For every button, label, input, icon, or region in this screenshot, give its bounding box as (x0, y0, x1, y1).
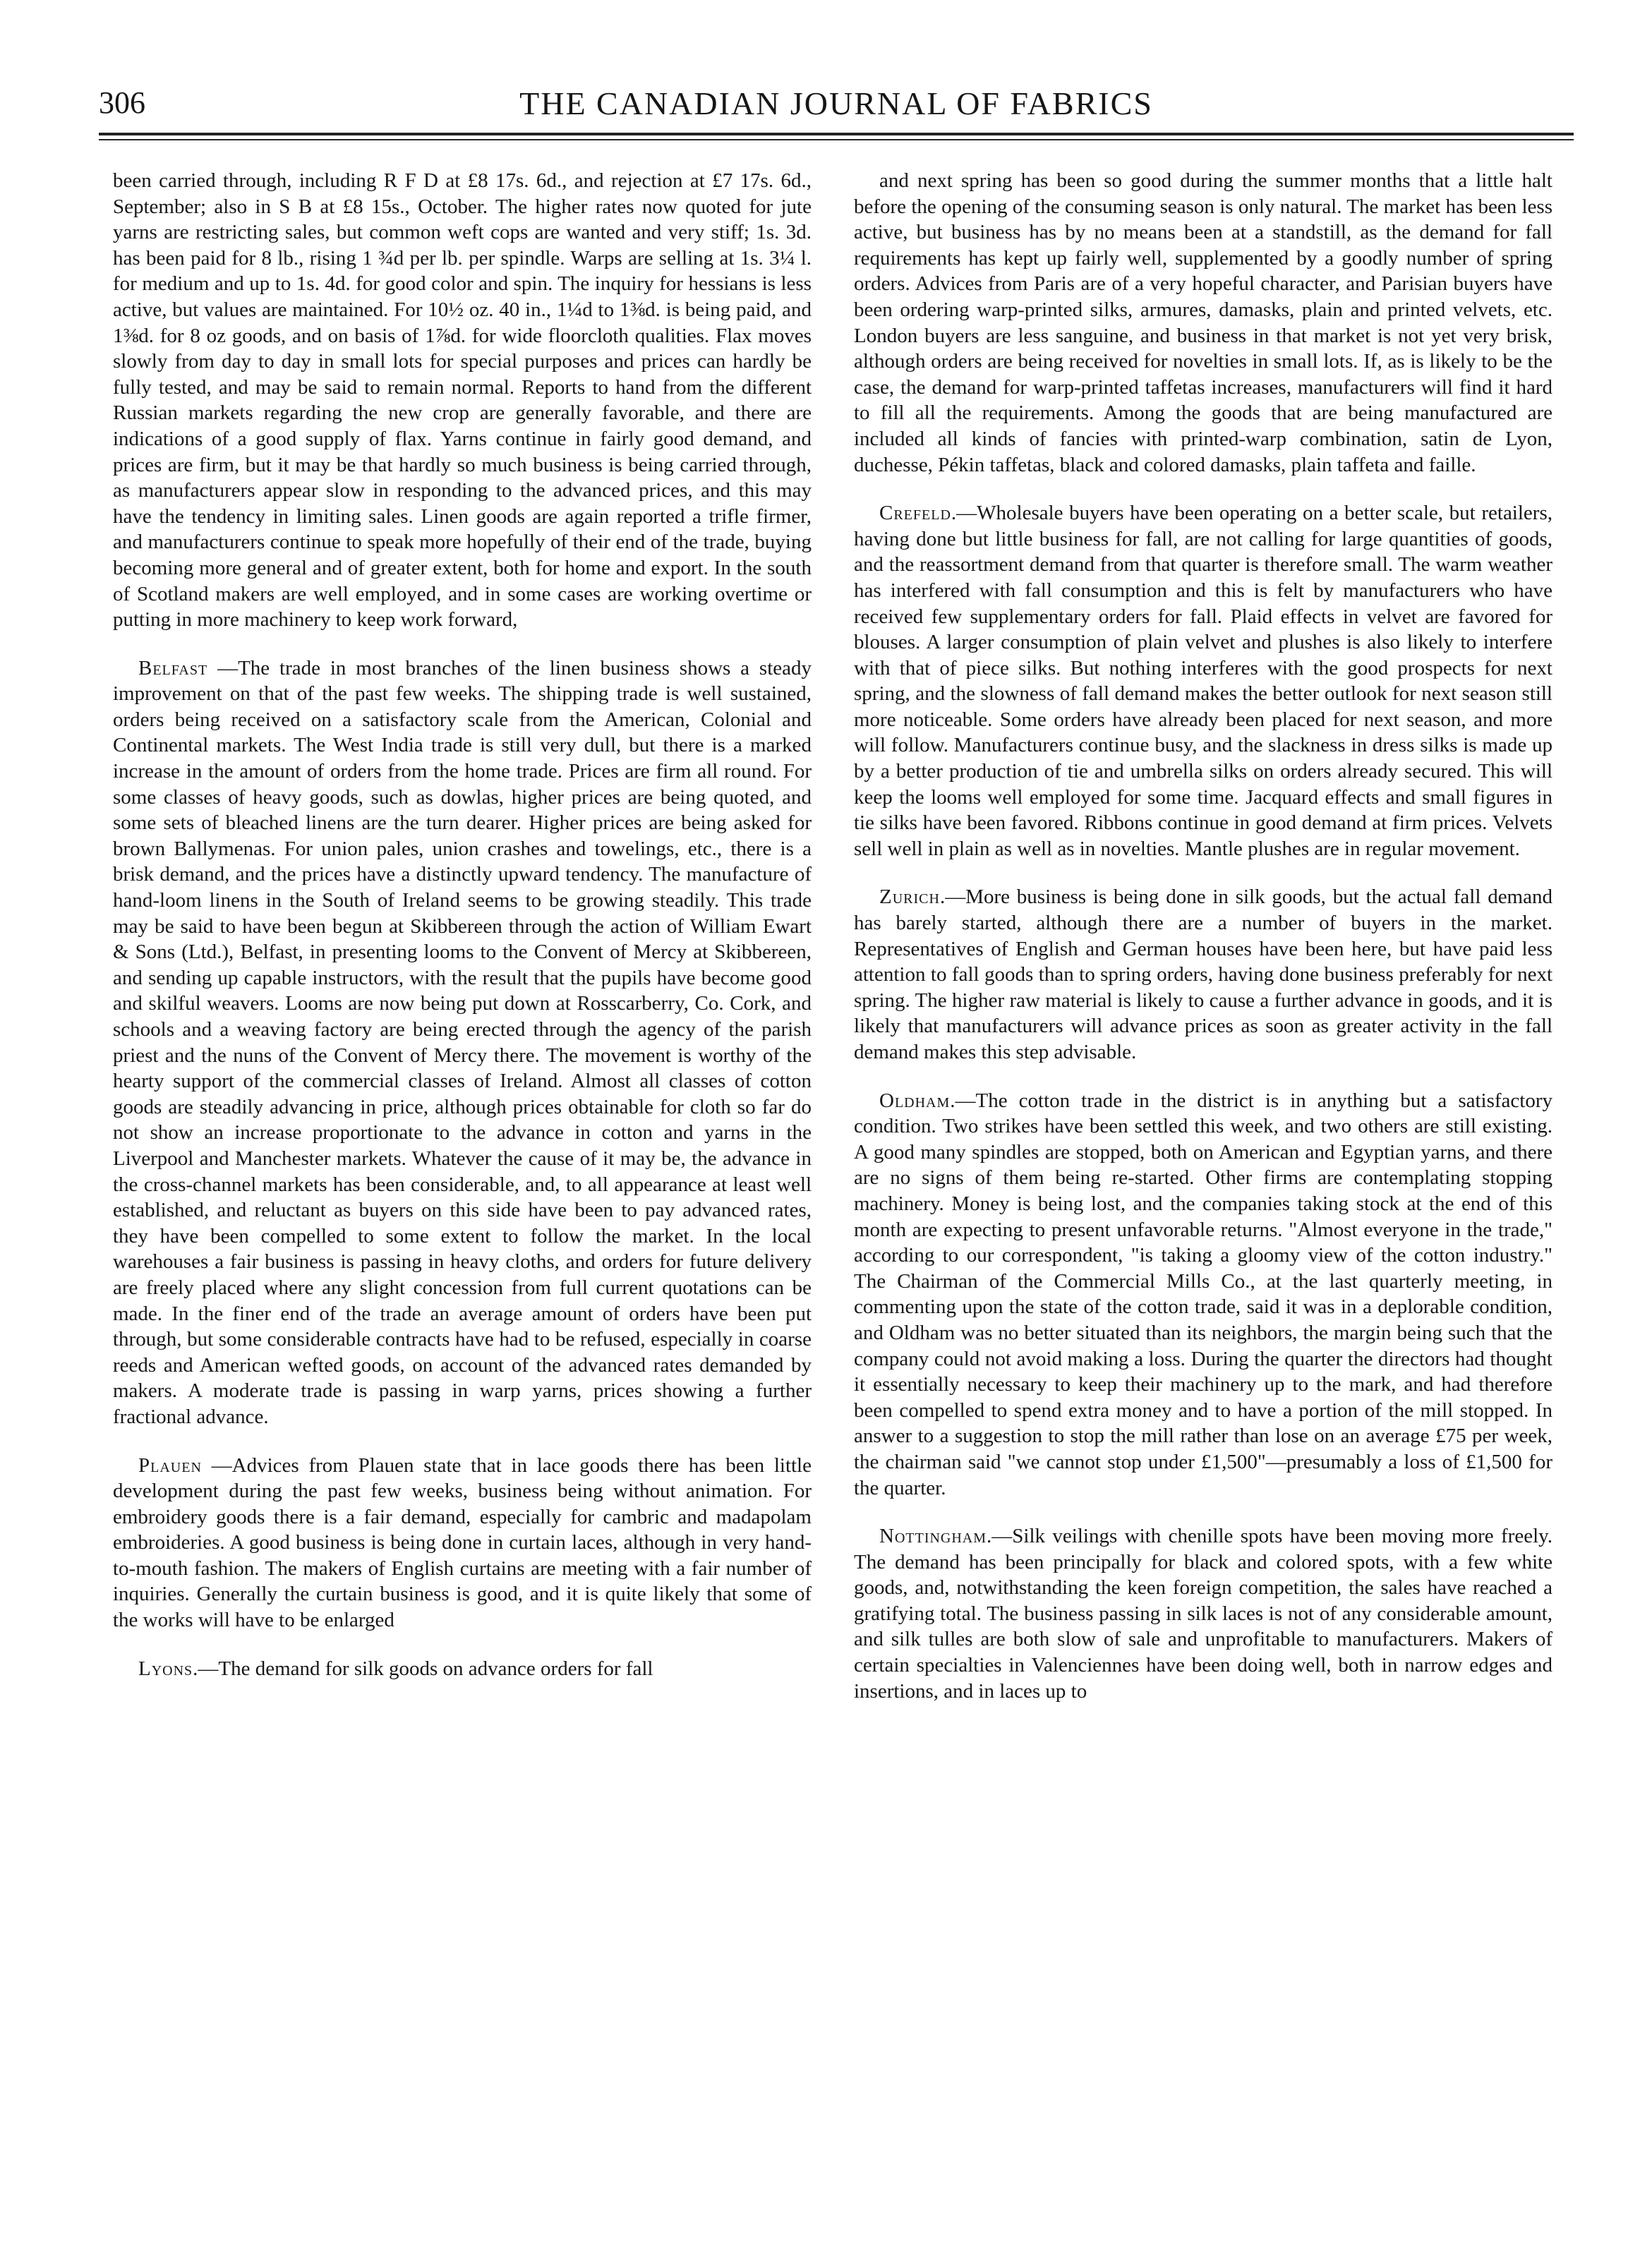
nottingham-text: .—Silk veilings with chenille spots have been moving more freely. The demand has been principally for black and colored spots, with a few white goods, and, notwithstanding the keen foreign competition, the sales have reached a gratifying total. The business passing in silk laces is not of any considerable amount, and silk tulles are both slow of sale and unprofitable to manufacturers. Makers of certain specialties in Valenciennes have been doing well, both in narrow edges and insertions, and in laces up to (854, 1525, 1552, 1703)
scotland-paragraph: been carried through, including R F D at £8 17s. 6d., and rejection at £7 17s. 6d., September; also in S B at £8 15s., October. The higher rates now quoted for jute yarns are restricting sales, but common weft cops are wanted and very stiff; 1s. 3d. has been paid for 8 lb., rising 1 ¾d per lb. per spindle. Warps are selling at 1s. 3¼ l. for medium and up to 1s. 4d. for good color and spin. The inquiry for hessians is less active, but values are maintained. For 10½ oz. 40 in., 1¼d to 1⅜d. is being paid, and 1⅜d. for 8 oz goods, and on basis of 1⅞d. for wide floorcloth qualities. Flax moves slowly from day to day in small lots for special purposes and prices can hardly be fully tested, and may be said to remain normal. Reports to hand from the different Russian markets regarding the new crop are generally favorable, and there are indications of a good supply of flax. Yarns continue in fairly good demand, and prices are firm, but it may be that hardly so much business is being carried through, as manufacturers appear slow in responding to the advanced prices, and this may have the tendency in limiting sales. Linen goods are again reported a trifle firmer, and manufacturers continue to speak more hopefully of their end of the trade, buying becoming more general and of greater extent, both for home and export. In the south of Scotland makers are well employed, and in some cases are working overtime or putting in more machinery to keep work forward, (113, 169, 812, 632)
belfast-heading: Belfast (138, 656, 208, 679)
zurich-text: .—More business is being done in silk goods, but the actual fall demand has barely started, although there are a number of buyers in the market. Representatives of English and German houses have been here, but have paid less attention to fall goods than to spring orders, having done business preferably for next spring. The higher raw material is likely to cause a further advance in goods, and it is likely that manufacturers will advance prices as soon as greater activity in the fall demand makes this step advisable. (854, 886, 1552, 1063)
header-rule-thin (99, 139, 1574, 140)
page-header (99, 79, 1574, 128)
oldham-heading: Oldham (879, 1089, 951, 1112)
page-number: 306 (99, 85, 145, 120)
header-rule-thick (99, 133, 1574, 135)
lyons-continued-paragraph: and next spring has been so good during the summer months that a little halt before the opening of the consuming season is only natural. The market has been less active, but business has by no means been at a standstill, as the demand for fall requirements has kept up fairly well, supplemented by a goodly number of spring orders. Advices from Paris are of a very hopeful character, and Parisian buyers have been ordering warp-printed silks, armures, damasks, plain and printed velvets, etc. London buyers are less sanguine, and business in that market is not yet very brisk, although orders are being received for novelties in small lots. If, as is likely to be the case, the demand for warp-printed taffetas increases, manufacturers will find it hard to fill all the requirements. Among the goods that are being manufactured are included all kinds of fancies with printed-warp combination, satin de Lyon, duchesse, Pékin taffetas, black and colored damasks, plain taffeta and faille. (854, 169, 1552, 476)
belfast-text: —The trade in most branches of the linen business shows a steady improvement on that of the past few weeks. The shipping trade is well sustained, orders being received on a satisfactory scale from the American, Colonial and Continental markets. The West India trade is still very dull, but there is a marked increase in the amount of orders from the home trade. Prices are firm all round. For some classes of heavy goods, such as dowlas, higher prices are being quoted, and some sets of bleached linens are the turn dearer. Higher prices are being asked for brown Ballymenas. For union pales, union crashes and towelings, etc., there is a brisk demand, and the prices have a distinctly upward tendency. The manufacture of hand-loom linens in the South of Ireland seems to be growing steadily. This trade may be said to have been begun at Skibbereen through the action of William Ewart & Sons (Ltd.), Belfast, in presenting looms to the Convent of Mercy at Skibbereen, and sending up capable instructors, with the result that the pupils have become good and skilful weavers. Looms are now being put down at Rosscarberry, Co. Cork, and schools and a weaving factory are being erected through the agency of the parish priest and the nuns of the Convent of Mercy there. The movement is worthy of the hearty support of the commercial classes of Ireland. Almost all classes of cotton goods are steadily advancing in price, although prices obtainable for cloth so far do not show an increase proportionate to the advance in cotton and yarns in the Liverpool and Manchester markets. Whatever the cause of it may be, the advance in the cross-channel markets has been considerable, and, to all appearance at least well established, and reluctant as buyers on this side have been to pay advanced rates, they have been compelled to some extent to follow the market. In the local warehouses a fair business is passing in heavy cloths, and orders for future delivery are freely placed where any slight concession from full current quotations can be made. In the finer end of the trade an average amount of orders have been put through, but some considerable contracts have had to be refused, especially in coarse reeds and American wefted goods, on account of the advanced rates demanded by makers. A moderate trade is passing in warp yarns, prices showing a further fractional advance. (113, 656, 812, 1428)
right-column (854, 168, 1552, 1727)
lyons-text: .—The demand for silk goods on advance orders for fall (193, 1657, 653, 1680)
crefeld-paragraph (854, 500, 1552, 862)
zurich-paragraph (854, 884, 1552, 1065)
oldham-text: .—The cotton trade in the district is in anything but a satisfactory condition. Two strikes have been settled this week, and two others are still existing. A good many spindles are stopped, both on American and Egyptian yarns, and there are no signs of them being re-started. Other firms are contemplating stopping machinery. Money is being lost, and the companies taking stock at the end of this month are expecting to present unfavorable returns. "Almost everyone in the trade," according to our correspondent, "is taking a gloomy view of the cotton industry." The Chairman of the Commercial Mills Co., at the last quarterly meeting, in commenting upon the state of the cotton trade, said it was in a deplorable condition, and Oldham was no better situated than its neighbors, the margin being such that the company could not avoid making a loss. During the quarter the directors had thought it essentially necessary to keep their machinery up to the mark, and had therefore been compelled to spend extra money and to have a portion of the mill stopped. In answer to a suggestion to stop the mill rather than lose on an average £75 per week, the chairman said "we cannot stop under £1,500"—presumably a loss of £1,500 for the quarter. (854, 1089, 1552, 1499)
plauen-heading: Plauen (138, 1454, 202, 1477)
plauen-paragraph (113, 1453, 812, 1633)
belfast-paragraph (113, 655, 812, 1430)
journal-title: THE CANADIAN JOURNAL OF FABRICS (519, 85, 1153, 121)
left-column (113, 168, 812, 1704)
plauen-text: —Advices from Plauen state that in lace goods there has been little development during the past few weeks, business being without animation. For embroidery goods there is a fair demand, especially for cambric and madapolam embroideries. A good business is being done in curtain laces, although in very hand-to-mouth fashion. The makers of English curtains are meeting with a fair number of inquiries. Generally the curtain business is good, and it is quite likely that some of the works will have to be enlarged (113, 1454, 812, 1632)
nottingham-paragraph (854, 1523, 1552, 1704)
crefeld-text: .—Wholesale buyers have been operating on a better scale, but retailers, having done but little business for fall, are not calling for large quantities of goods, and the reassortment demand from that quarter is therefore small. The warm weather has interfered with fall consumption and this is felt by manufacturers who have received few supplementary orders for fall. Plaid effects in velvet are favored for blouses. A larger consumption of plain velvet and plushes is also likely to interfere with that of piece silks. But nothing interferes with the good prospects for next spring, and the slowness of fall demand makes the better outlook for next season still more noticeable. Some orders have already been placed for next season, and more will follow. Manufacturers continue busy, and the slackness in dress silks is made up by a better production of tie and umbrella silks on orders already secured. This will keep the looms well employed for some time. Jacquard effects and small figures in tie silks have been favored. Ribbons continue in good demand at firm prices. Velvets sell well in plain as well as in novelties. Mantle plushes are in regular movement. (854, 502, 1552, 860)
zurich-heading: Zurich (879, 886, 940, 909)
nottingham-heading: Nottingham (879, 1525, 987, 1548)
lyons-heading: Lyons (138, 1657, 193, 1680)
lyons-paragraph (113, 1656, 812, 1682)
crefeld-heading: Crefeld (879, 502, 951, 525)
oldham-paragraph (854, 1088, 1552, 1501)
